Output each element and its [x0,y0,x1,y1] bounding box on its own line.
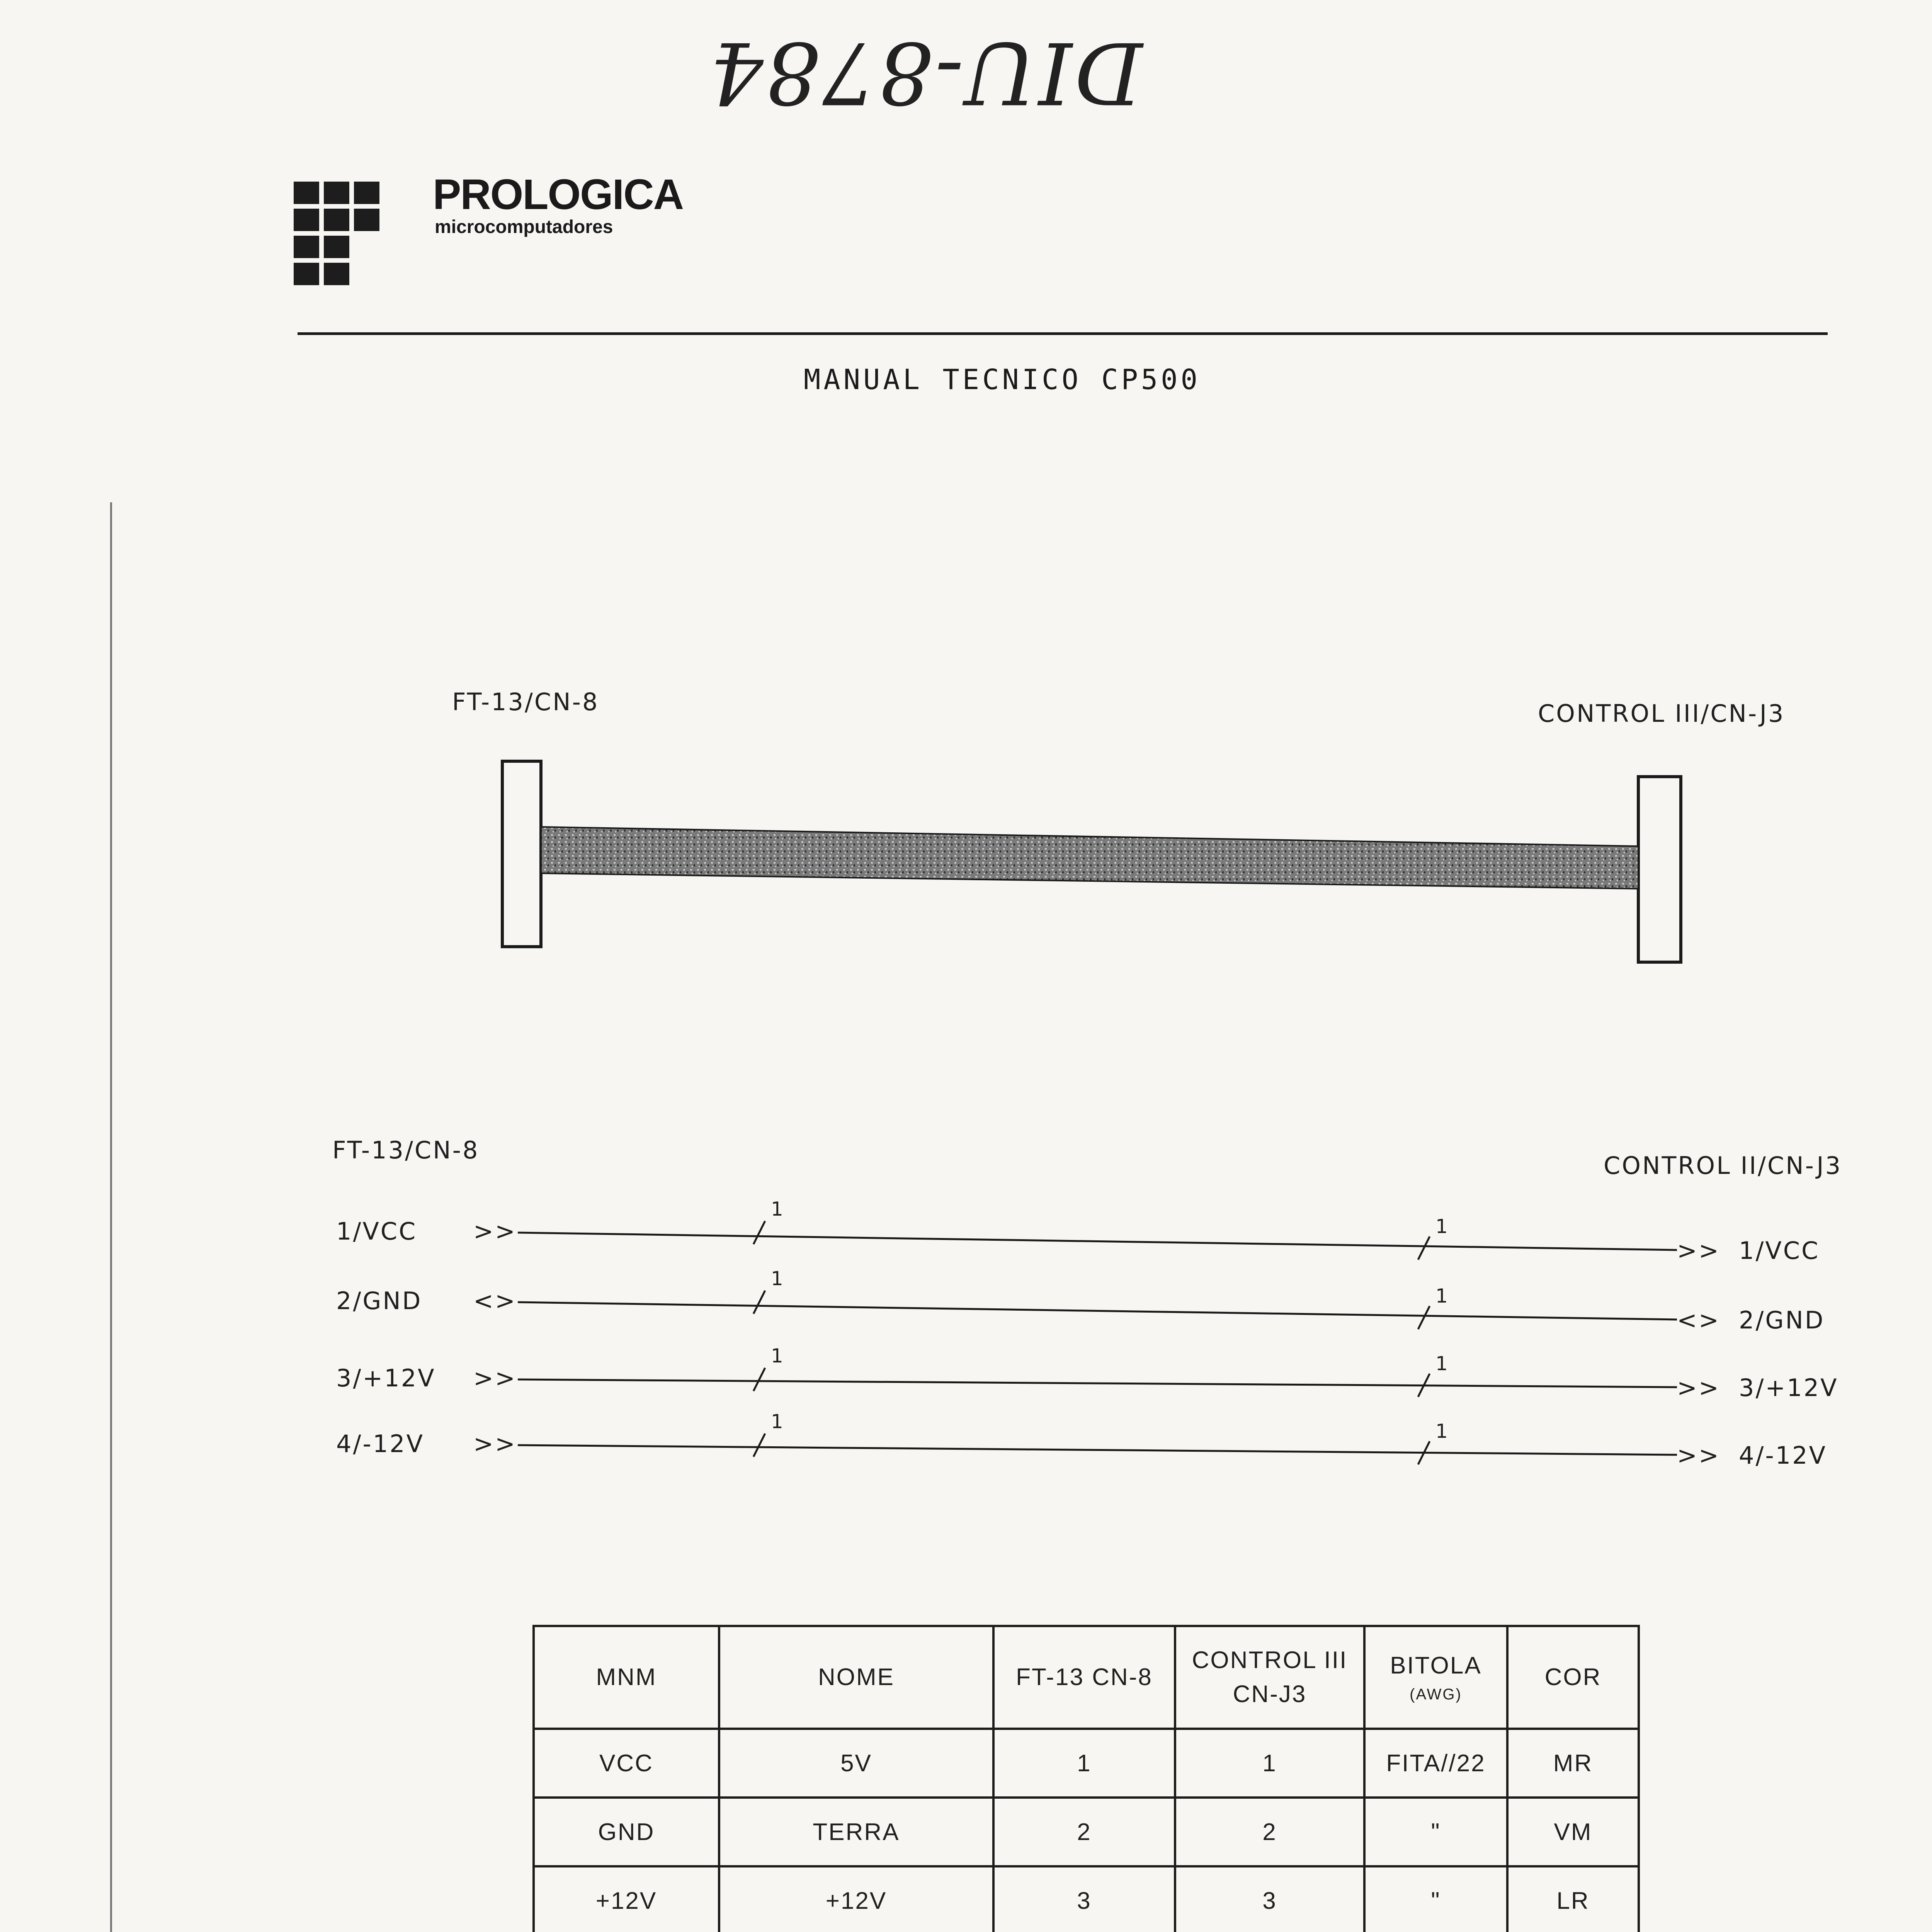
table-row [534,1866,1639,1932]
bitola-unit: (AWG) [1410,1686,1462,1703]
cell-ft13: 3 [993,1866,1175,1932]
cell-bitola: FITA//22 [1364,1729,1507,1798]
cell-cor: LR [1507,1866,1639,1932]
wire-left-arrow: >> [473,1217,517,1245]
cell-control: 2 [1175,1798,1364,1866]
scan-edge-left [110,502,112,1932]
wire-left-label: 1/VCC [336,1217,417,1245]
cell-cor: MR [1507,1729,1639,1798]
cable-right-label: CONTROL III/CN-J3 [1538,699,1785,728]
header-nome: NOME [719,1626,993,1729]
wire-right-arrow: >> [1677,1441,1720,1469]
wire-line [518,1233,1677,1250]
bus-mark: 1 [1435,1352,1449,1375]
header-mnm: MNM [534,1626,719,1729]
cell-mnm: GND [534,1798,719,1866]
wire-right-label: 3/+12V [1739,1374,1838,1402]
cell-mnm: VCC [534,1729,719,1798]
cell-ft13: 2 [993,1798,1175,1866]
table-header-row [534,1626,1639,1729]
cell-nome: TERRA [719,1798,993,1866]
wire-line [518,1379,1677,1387]
wire-left-arrow: >> [473,1364,517,1392]
wire-right-arrow: <> [1677,1306,1720,1334]
logo-mark-icon [294,182,379,285]
cell-bitola: " [1364,1798,1507,1866]
cell-cor: VM [1507,1798,1639,1866]
cell-nome: +12V [719,1866,993,1932]
left-connector [502,761,541,947]
ribbon-cable [541,827,1638,889]
bus-mark: 1 [1435,1285,1449,1307]
table-row [534,1729,1639,1798]
header-rule [298,332,1828,335]
cell-control: 3 [1175,1866,1364,1932]
wire-right-arrow: >> [1677,1374,1720,1402]
bus-mark: 1 [771,1410,785,1433]
wire-line [518,1302,1677,1320]
wire-lines [518,1206,1685,1476]
cell-ft13: 1 [993,1729,1175,1798]
wire-right-label: 2/GND [1739,1306,1825,1334]
bus-mark: 1 [771,1198,785,1220]
bus-mark: 1 [1435,1215,1449,1238]
wire-right-arrow: >> [1677,1236,1720,1265]
cell-control: 1 [1175,1729,1364,1798]
pinout-table [532,1625,1640,1932]
wire-right-label: 4/-12V [1739,1441,1827,1469]
brand-name: PROLOGICA [433,171,684,218]
cell-bitola: " [1364,1866,1507,1932]
bus-mark: 1 [771,1345,785,1367]
wiring-left-header: FT-13/CN-8 [332,1136,480,1164]
wire-line [518,1445,1677,1455]
cell-nome: 5V [719,1729,993,1798]
wire-left-label: 2/GND [336,1287,422,1315]
bus-mark: 1 [1435,1420,1449,1442]
bus-mark: 1 [771,1267,785,1290]
cell-mnm: +12V [534,1866,719,1932]
wire-left-arrow: <> [473,1287,517,1315]
right-connector [1638,777,1681,962]
header-title: MANUAL TECNICO CP500 [804,363,1201,396]
table-row [534,1798,1639,1866]
wire-right-label: 1/VCC [1739,1236,1820,1265]
header-ft13: FT-13 CN-8 [993,1626,1175,1729]
wire-left-label: 4/-12V [336,1430,425,1458]
prologica-logo [294,182,379,285]
wire-left-label: 3/+12V [336,1364,436,1392]
brand-subtitle: microcomputadores [435,217,613,237]
wiring-right-header: CONTROL II/CN-J3 [1604,1151,1842,1180]
cable-left-label: FT-13/CN-8 [452,688,599,716]
header-bitola [1364,1626,1507,1729]
handwritten-reference-top: DIU-8784 [707,23,1143,122]
wire-left-arrow: >> [473,1430,517,1458]
header-cor: COR [1507,1626,1639,1729]
header-control: CONTROL III CN-J3 [1175,1626,1364,1729]
bitola-label: BITOLA [1390,1652,1482,1679]
cable-drawing [495,750,1700,974]
